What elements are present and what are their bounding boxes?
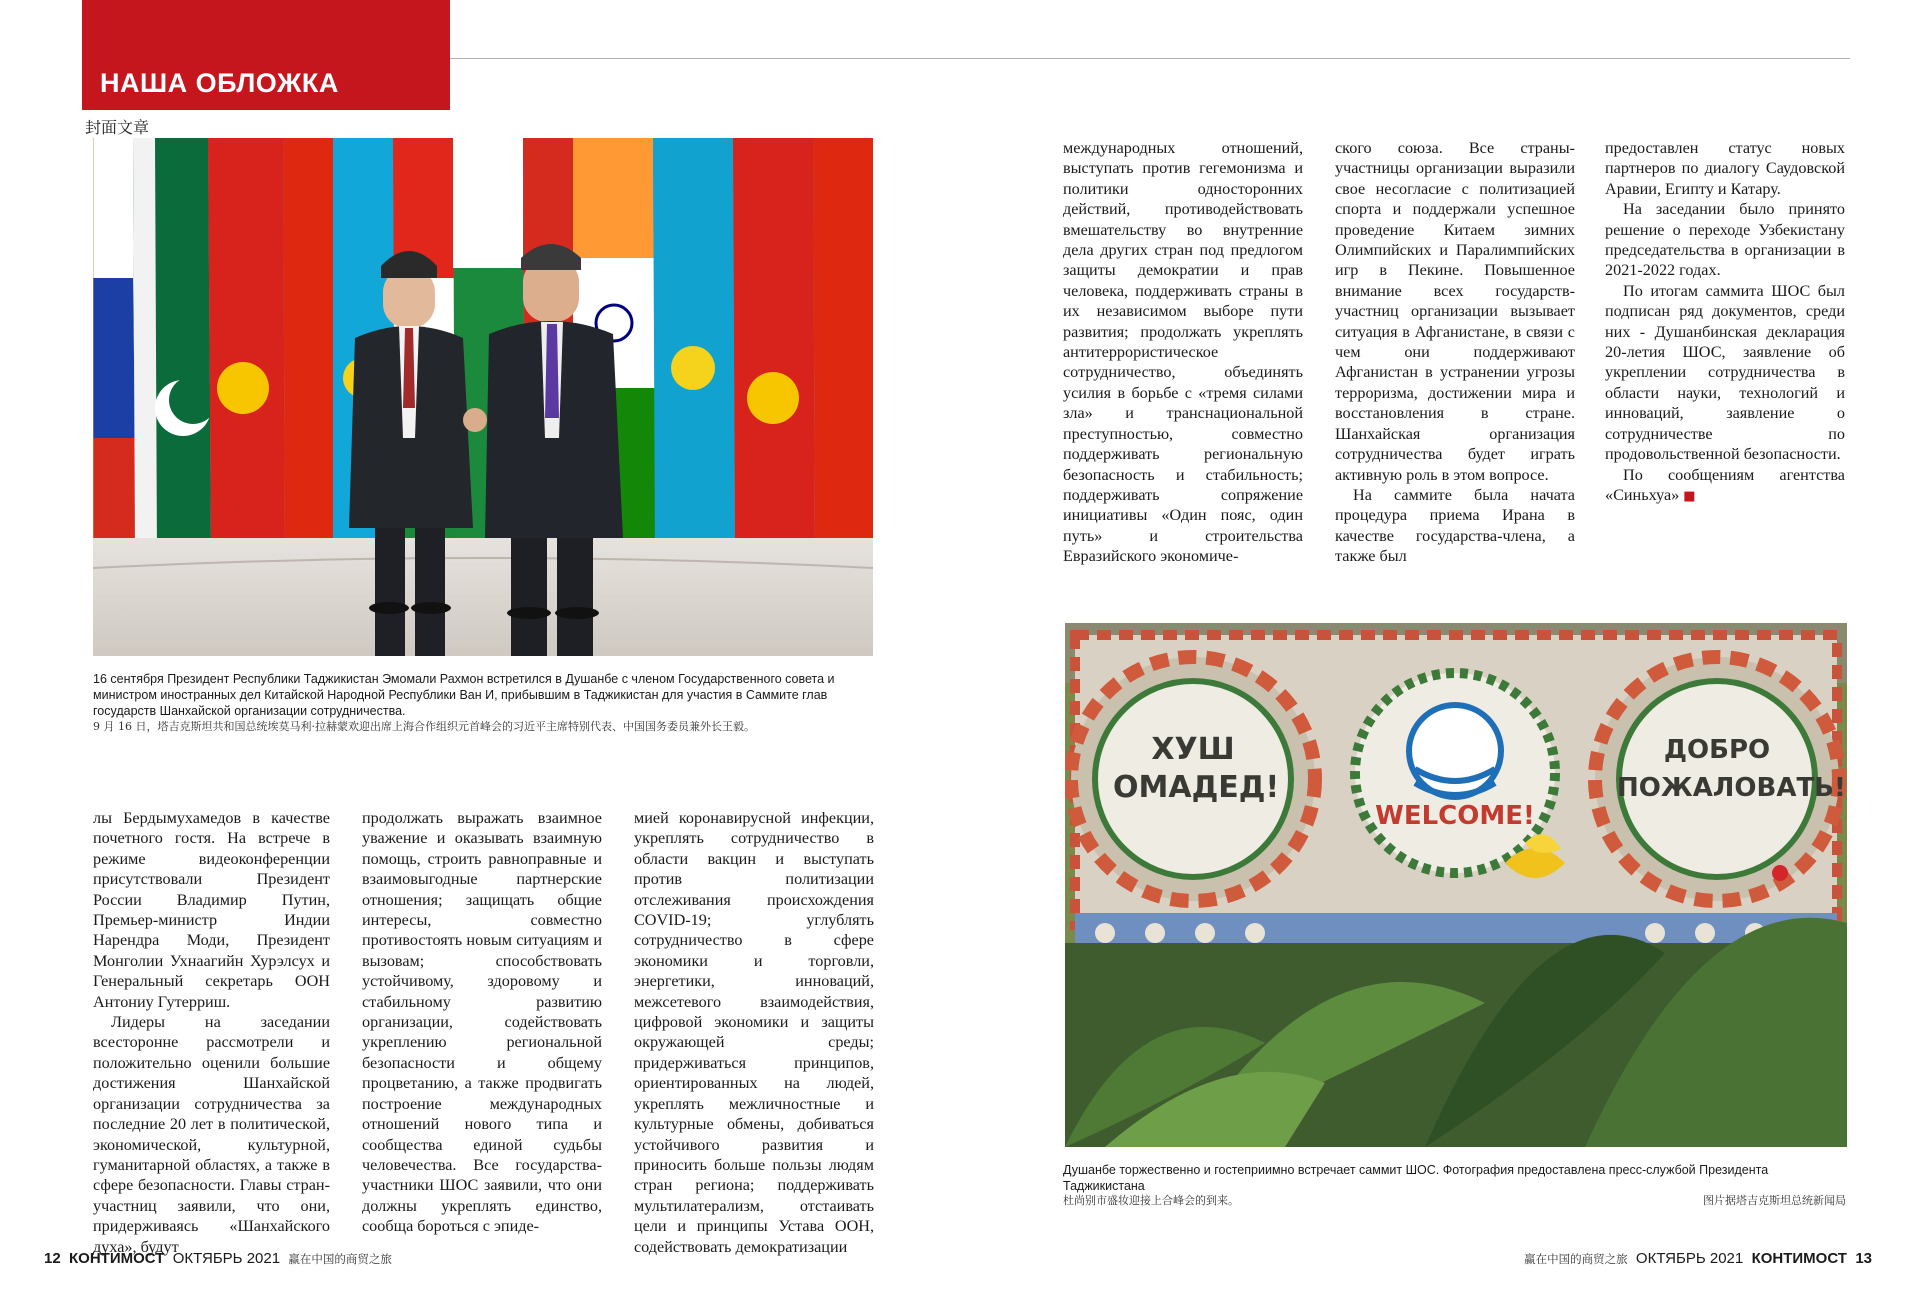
section-title: НАША ОБЛОЖКА [100, 68, 339, 98]
tagline-zh: 赢在中国的商贸之旅 [288, 1252, 392, 1266]
tagline-zh: 赢在中国的商贸之旅 [1524, 1252, 1628, 1266]
paragraph: На заседании было принято решение о переходе Узбекистану председательства в организации в 2021-2022 годах. [1605, 200, 1845, 280]
sign-right: ДОБРО ПОЖАЛОВАТЬ! [1617, 735, 1846, 803]
article-column-1 [93, 808, 330, 1257]
magazine-name: КОНТИМОСТ [1751, 1250, 1847, 1267]
photo-caption-zh: 杜尚别市盛妆迎接上合峰会的到来。 [1063, 1194, 1239, 1207]
issue-date: ОКТЯБРЬ 2021 [1635, 1250, 1744, 1267]
paragraph: международных отношений, выступать против гегемонизма и политики односторонних действий, противодействовать вмешательству во внутренние дела других стран под предлогом защиты демократии и прав человека, поддерживать страны в их независимом выборе пути развития; продолжать укреплять антитеррористическое сотрудничество, объединять усилия в борьбе с «тремя силами зла» и транснациональной преступностью, совместно поддерживать региональную безопасность и стабильность; поддерживать сопряжение инициативы «Один пояс, один путь» и строительства Евразийского экономиче- [1063, 139, 1303, 566]
section-title-zh: 封面文章 [85, 118, 150, 137]
article-column-4 [1063, 138, 1303, 567]
paragraph: лы Бердымухамедов в качестве почетного гостя. На встрече в режиме видеоконференции присутствовали Президент России Владимир Путин, Премьер-министр Индии Нарендра Моди, Президент Монголии Ухнаагийн Хурэлсух и Генеральный секретарь ООН Антониу Гутерриш. [93, 809, 330, 1011]
source-credit: По сообщениям агентства «Синьхуа» [1605, 465, 1845, 504]
paragraph [1605, 465, 1845, 508]
page-number: 13 [1855, 1250, 1872, 1267]
paragraph: продолжать выражать взаимное уважение и оказывать взаимную помощь, строить равноправные и взаимовыгодные партнерские отношения; защищать общие интересы, совместно противостоять новым ситуациям и вызовам; способствовать устойчивому, здоровому и стабильному развитию организации, содействовать укреплению региональной безопасности и общему процветанию, а также продвигать построение международных отношений нового типа и сообщества единой судьбы человечества. Все государства-участники ШОС заявили, что они должны укреплять единство, сообща бороться с эпиде- [362, 809, 602, 1236]
summit-photo [93, 138, 873, 656]
photo-credit-zh: 图片据塔吉克斯坦总统新闻局 [1703, 1194, 1846, 1207]
article-column-5 [1335, 138, 1575, 567]
paragraph: мией коронавирусной инфекции, укреплять сотрудничество в области вакцин и выступать против политизации отслеживания происхождения COVID-19; углублять сотрудничество в сфере экономики и торговли, энергетики, инноваций, межсетевого взаимодействия, цифровой экономики и защиты окружающей среды; придерживаться принципов, ориентированных на людей, укреплять межличностные и культурные обмены, добиваться устойчивого развития и приносить больше пользы людям стран региона; поддерживать мультилатерализм, отстаивать цели и принципы Устава ООН, содействовать демократизации [634, 809, 874, 1256]
issue-date: ОКТЯБРЬ 2021 [172, 1250, 281, 1267]
sign-left: ХУШ ОМАДЕД! [1113, 732, 1280, 805]
footer-left [44, 1250, 392, 1267]
paragraph: На саммите была начата процедура приема Ирана в качестве государства-члена, а также был [1335, 485, 1575, 566]
photo-caption: 16 сентября Президент Республики Таджикистан Эмомали Рахмон встретился в Душанбе с членом Государственного совета и министром иностранных дел Китайской Народной Республики Ван И, прибывшим в Таджикистан для участия в Саммите глав государств Шанхайской организации сотрудничества. [93, 672, 835, 718]
article-column-3 [634, 808, 874, 1257]
paragraph: предоставлен статус новых партнеров по диалогу Саудовской Аравии, Египту и Катару. [1605, 139, 1845, 198]
end-mark-icon: ■ [1683, 488, 1696, 504]
paragraph: По итогам саммита ШОС был подписан ряд документов, среди них - Душанбинская декларация 20-летия ШОС, заявление об укреплении сотрудничества в области науки, технологий и инноваций, заявление о сотрудничестве по продовольственной безопасности. [1605, 281, 1845, 464]
magazine-name: КОНТИМОСТ [69, 1250, 165, 1267]
flags-row [93, 138, 873, 558]
welcome-photo [1065, 623, 1847, 1147]
article-column-6 [1605, 138, 1845, 507]
paragraph: Лидеры на заседании всесторонне рассмотрели и положительно оценили большие достижения Шанхайской организации сотрудничества за последние 20 лет в политической, экономической, культурной, гуманитарной областях, а также в сфере безопасности. Главы стран-участниц заявили, что они, придерживаясь «Шанхайского духа», будут [93, 1013, 330, 1256]
sign-center: WELCOME! [1375, 801, 1535, 831]
page-number: 12 [44, 1250, 61, 1267]
footer-right [1524, 1250, 1872, 1267]
photo-caption: Душанбе торжественно и гостеприимно встречает саммит ШОС. Фотография предоставлена пресс-службой Президента Таджикистана [1063, 1163, 1769, 1193]
article-column-2 [362, 808, 602, 1237]
top-rule [450, 58, 1850, 59]
photo-caption-zh: 9 月 16 日，塔吉克斯坦共和国总统埃莫马利·拉赫蒙欢迎出席上海合作组织元首峰会的习近平主席特别代表、中国国务委员兼外长王毅。 [93, 720, 755, 733]
paragraph: ского союза. Все страны-участницы организации выразили свое несогласие с политизацией спорта и поддержали успешное проведение Китаем зимних Олимпийских и Паралимпийских игр в Пекине. Повышенное внимание всех государств-участниц организации вызывает ситуация в Афганистане, в связи с чем они поддерживают Афганистан в устранении угрозы терроризма, достижении мира и восстановления в стране. Шанхайская организация сотрудничества будет играть активную роль в этом вопросе. [1335, 139, 1575, 484]
